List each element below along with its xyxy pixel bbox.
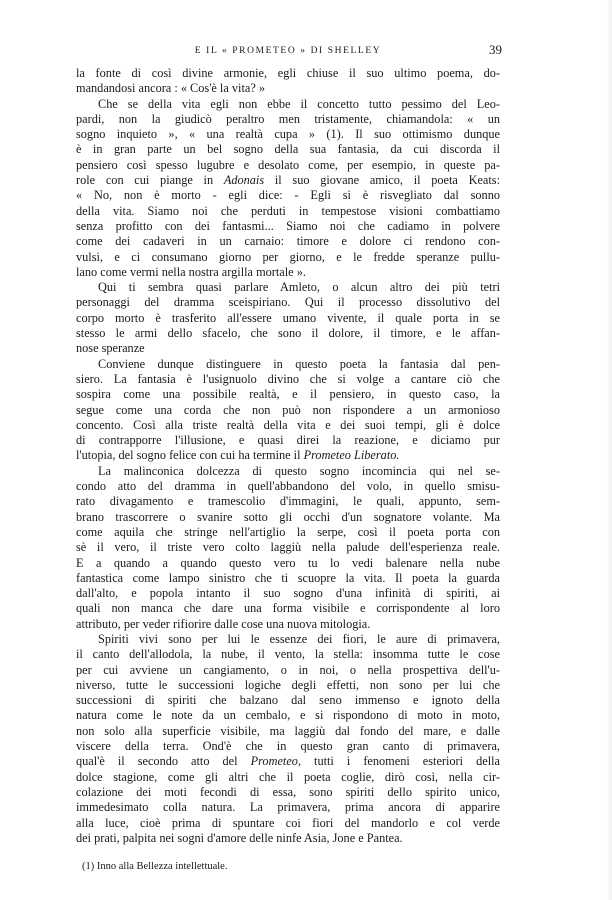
text-line: l'utopia, del sogno felice con cui ha termine il Prometeo Liberato. [76, 448, 400, 463]
text-line: il canto dell'allodola, la nube, il vento, la stella: insomma tutte le cose [76, 647, 500, 662]
text-line: è in gran parte un bel sogno della sua fantasia, da cui discorda il [76, 142, 500, 157]
text-line: come aquila che stringe nell'artiglio la serpe, così il poeta porta con [76, 524, 500, 539]
text-line: sospira come una possibile realtà, e il pensiero, in questo caso, la [76, 387, 500, 402]
paragraph [76, 632, 500, 846]
text-line: nose speranze [76, 341, 145, 356]
text-line: della vita. Siamo noi che perduti in tempestose visioni combattiamo [76, 203, 500, 218]
text-line: siero. La fantasia è l'usignuolo divino che si volge a cantare ciò che [76, 371, 500, 386]
text-line: condo atto del dramma in quell'abbandono del volo, in quello smisu- [76, 479, 500, 494]
text-line: dolce stagione, come gli altri che il poeta coglie, dirò così, nella cir- [76, 769, 500, 784]
page-binding-shadow [606, 0, 612, 900]
text-line: dei prati, palpita nei sogni d'amore delle ninfe Asia, Jone e Pantea. [76, 830, 403, 845]
text-line: qual'è il secondo atto del Prometeo, tutti i fenomeni esteriori della [76, 754, 500, 769]
text-line: immedesimato colla natura. La primavera, prima ancora di apparire [76, 800, 500, 815]
text-line: pardi, non la giudicò peraltro men tristamente, chiamandola: « un [76, 111, 500, 126]
page-number: 39 [489, 42, 502, 57]
paragraph [76, 464, 500, 632]
text-line: di contrapporre l'illusione, e quasi direi la reazione, e diciamo pur [76, 433, 500, 448]
text-line: Che se della vita egli non ebbe il concetto tutto pessimo del Leo- [98, 96, 500, 111]
text-line: lano come vermi nella nostra argilla mortale ». [76, 264, 306, 279]
text-line: attributo, per veder rifiorire dalle cose una nuova mitologia. [76, 616, 371, 631]
paragraph [76, 280, 500, 356]
text-line: per cui avviene un cangiamento, o in noi, o nella prospettiva dell'u- [76, 662, 500, 677]
running-title: E IL « PROMETEO » DI SHELLEY [194, 46, 382, 56]
text-line: stesso le armi dello sfacelo, che sono il dolore, il timore, e le affan- [76, 326, 500, 341]
text-line: role con cui piange in Adonais il suo giovane amico, il poeta Keats: [76, 173, 501, 188]
text-line: la fonte di così divine armonie, egli chiuse il suo ultimo poema, do- [76, 66, 500, 80]
text-line: segue come una corda che non può non rispondere a un armonioso [76, 402, 500, 417]
text-line: senza profitto con dei fantasmi... Siamo noi che cadiamo in polvere [76, 218, 500, 233]
text-line: personaggi del dramma sceispiriano. Qui il processo dissolutivo del [76, 295, 500, 310]
text-line: successioni di spiriti che balzano dal seno immenso e ignoto della [76, 693, 500, 708]
book-page [76, 40, 500, 872]
text-line: Spiriti vivi sono per lui le essenze dei fiori, le aure di primavera, [98, 631, 500, 646]
text-line: Conviene dunque distinguere in questo poeta la fantasia dal pen- [98, 356, 500, 371]
text-line: sè il vero, il triste vero colto laggiù nella palude dell'esperienza reale. [76, 540, 500, 555]
text-line: viscere della terra. Ond'è che in questo gran canto di primavera, [76, 739, 500, 754]
text-line: E a quando a quando questo vero tu lo vedi balenare nella nube [76, 555, 500, 570]
text-line: rato divagamento e tramescolio d'immagini, le quali, appunto, sem- [76, 494, 500, 509]
text-line: vulsi, e ci consumano giorno per giorno, e le fredde speranze pullu- [76, 249, 500, 264]
text-line: alla luce, cioè prima di spuntare coi fiori del mandorlo e col verde [76, 815, 500, 830]
text-line: colazione dei moti fecondi di essa, sono spiriti dello spirito unico, [76, 784, 500, 799]
text-line: concento. Così alla triste realtà della vita e dei suoi tempi, gli è dolce [76, 417, 500, 432]
text-line: La malinconica dolcezza di questo sogno incomincia qui nel se- [98, 463, 500, 478]
text-line: natura come le note da un cembalo, e si rispondono di moto in moto, [76, 708, 500, 723]
text-line: niverso, tutte le successioni logiche degli effetti, non sono per lui che [76, 677, 500, 692]
text-line: non solo alla superficie visibile, ma laggiù dal fondo del mare, e dalle [76, 723, 500, 738]
text-line: mandandosi ancora : « Cos'è la vita? » [76, 81, 266, 96]
text-line: Qui ti sembra quasi parlare Amleto, o alcun altro dei più tetri [98, 280, 500, 295]
footnote: (1) Inno alla Bellezza intellettuale. [82, 861, 228, 873]
text-line: dall'alto, e popola intanto il suo sogno d'una infinità di spiriti, ai [76, 586, 500, 601]
paragraph [76, 97, 500, 281]
text-line: corpo morto è trasferito all'essere umano vivente, il quale porta in se [76, 310, 500, 325]
text-line: pensiero così spesso lugubre e desolato come, per esempio, in queste pa- [76, 157, 500, 172]
text-line: brano trascorrere o svanire sotto gli occhi d'un sognatore volante. Ma [76, 509, 500, 524]
page-header [76, 40, 500, 62]
paragraph [76, 66, 500, 97]
text-line: come dei cadaveri in un carnaio: timore e dolore ci rendono con- [76, 234, 500, 249]
text-line: quali non manca che dare una forma visibile e corrispondente al loro [76, 601, 500, 616]
text-line: fantastica come lampo sinistro che ti scuopre la vita. Il poeta la guarda [76, 570, 500, 585]
text-line: « No, non è morto - egli dice: - Egli si è risvegliato dal sonno [76, 188, 500, 203]
body-text [76, 66, 500, 846]
text-line: sogno inquieto », « una realtà cupa » (1). Il suo ottimismo dunque [76, 127, 500, 142]
paragraph [76, 357, 500, 464]
